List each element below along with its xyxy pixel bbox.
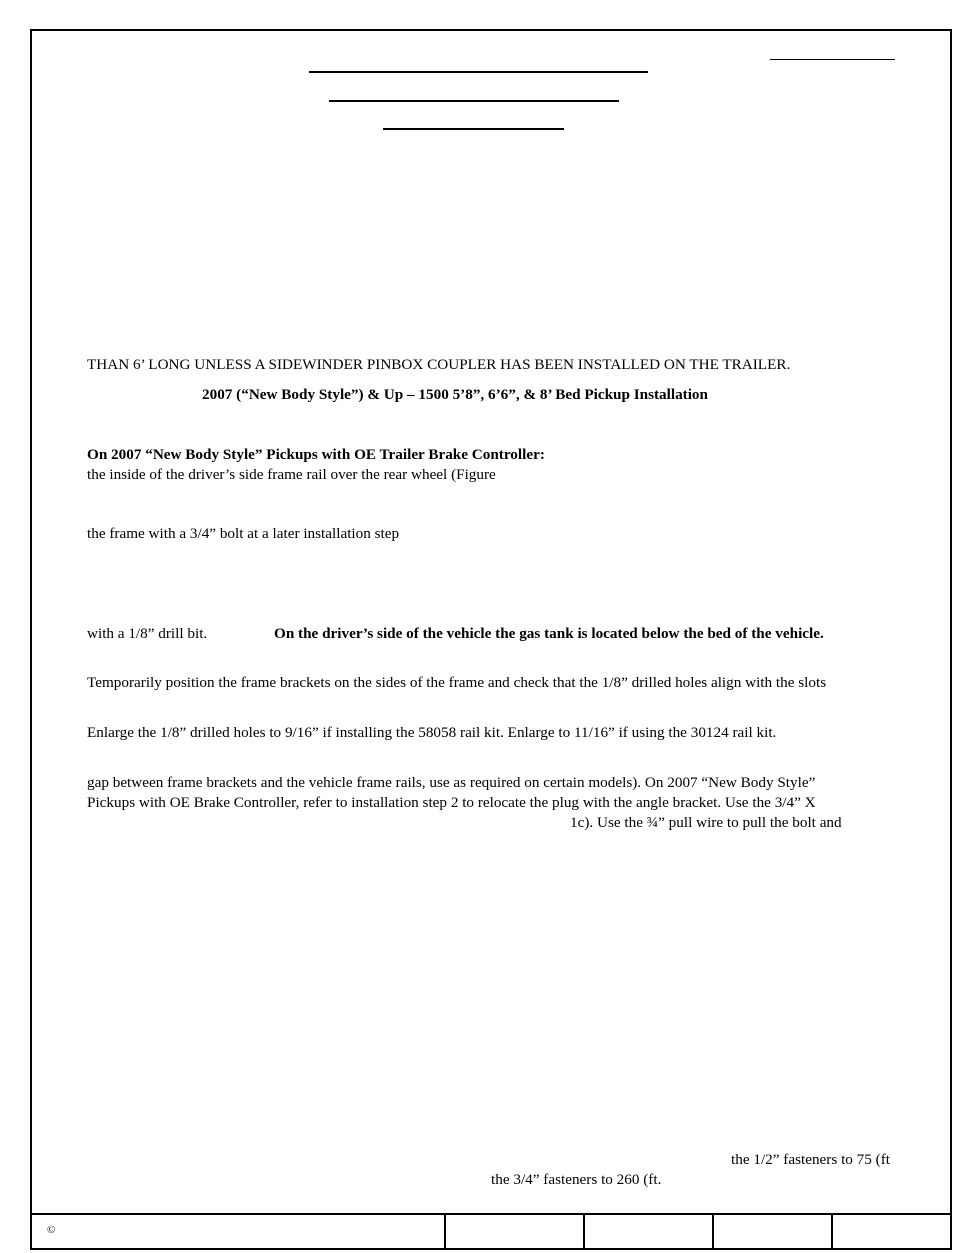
enlarge-step-text: Enlarge the 1/8” drilled holes to 9/16” if installing the 58058 rail kit. Enlarge to 11/16” if using the 30124 rail kit. bbox=[87, 724, 777, 741]
footer-cell-5 bbox=[831, 1215, 833, 1248]
warning-text: THAN 6’ LONG UNLESS A SIDEWINDER PINBOX COUPLER HAS BEEN INSTALLED ON THE TRAILER. bbox=[87, 356, 791, 373]
torque-half-inch-text: the 1/2” fasteners to 75 (ft bbox=[731, 1151, 890, 1168]
header-page-number-rule bbox=[770, 59, 895, 60]
oe-controller-heading: On 2007 “New Body Style” Pickups with OE Trailer Brake Controller: bbox=[87, 446, 545, 463]
bolt-step-text: the frame with a 3/4” bolt at a later installation step bbox=[87, 525, 400, 542]
gas-tank-note: On the driver’s side of the vehicle the gas tank is located below the bed of the vehicle. bbox=[274, 625, 824, 642]
header-title-rule-2 bbox=[329, 100, 619, 102]
footer-cell-3 bbox=[583, 1215, 585, 1248]
footer-cell-2 bbox=[444, 1215, 446, 1248]
header-title-rule-1 bbox=[309, 71, 648, 73]
torque-three-quarter-text: the 3/4” fasteners to 260 (ft. bbox=[491, 1171, 662, 1188]
gap-step-text-3: 1c). Use the ¾” pull wire to pull the bolt and bbox=[570, 814, 842, 831]
footer-table bbox=[32, 1213, 950, 1248]
copyright-mark: © bbox=[47, 1224, 56, 1236]
gap-step-text-1: gap between frame brackets and the vehicle frame rails, use as required on certain models). On 2007 “New Body Style” bbox=[87, 774, 816, 791]
footer-cell-4 bbox=[712, 1215, 714, 1248]
position-step-text: Temporarily position the frame brackets on the sides of the frame and check that the 1/8” drilled holes align with the slots bbox=[87, 674, 827, 691]
section-title: 2007 (“New Body Style”) & Up – 1500 5’8”, 6’6”, & 8’ Bed Pickup Installation bbox=[202, 386, 708, 403]
gap-step-text-2: Pickups with OE Brake Controller, refer to installation step 2 to relocate the plug with the angle bracket. Use the 3/4” X bbox=[87, 794, 816, 811]
drill-step-text: with a 1/8” drill bit. bbox=[87, 625, 208, 642]
oe-controller-text: the inside of the driver’s side frame rail over the rear wheel (Figure bbox=[87, 466, 496, 483]
header-title-rule-3 bbox=[383, 128, 564, 130]
document-page bbox=[30, 29, 952, 1250]
